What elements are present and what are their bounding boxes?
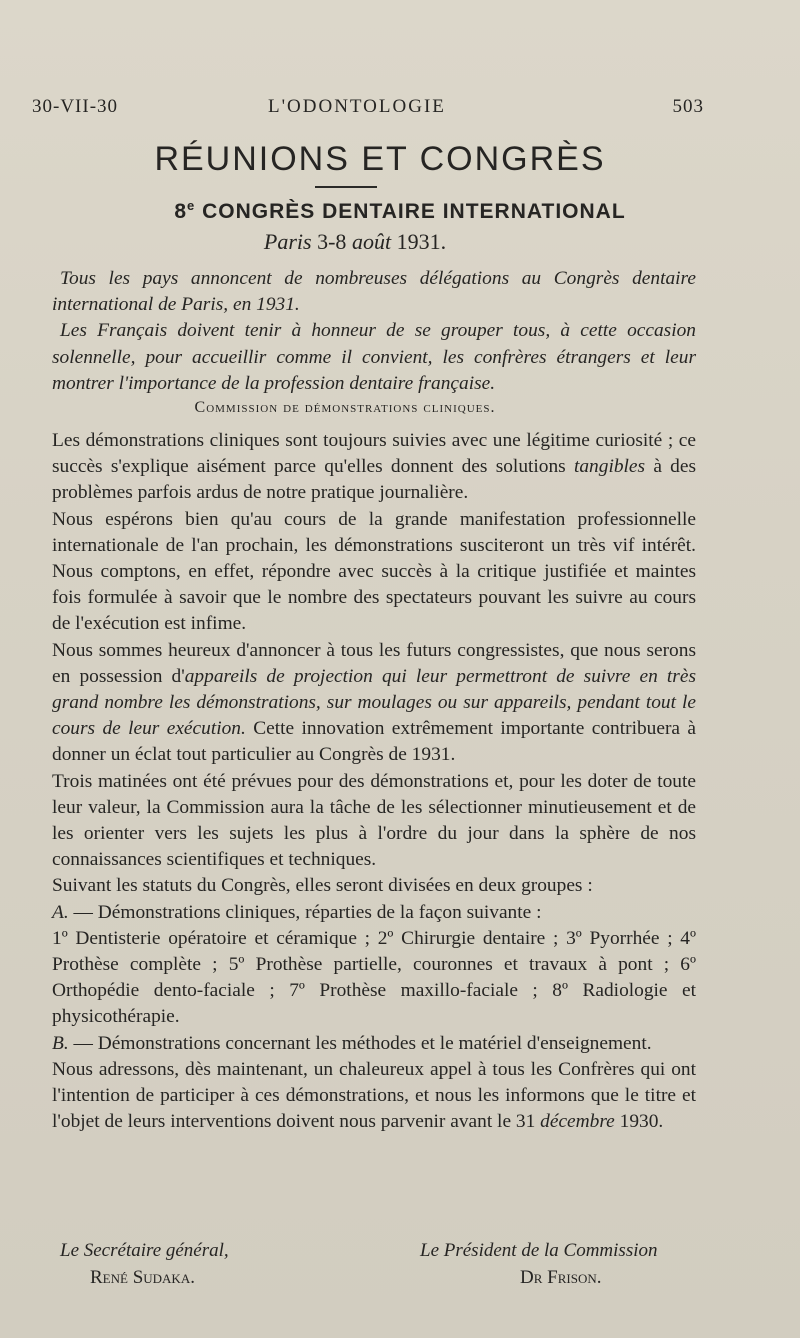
paragraph-9: Nous adressons, dès maintenant, un chaleureux appel à tous les Confrères qui ont l'intention de participer à ces démonstrations, et nous les informons que le titre et l'objet de leurs interventions doivent nous parvenir avant le 31 décembre 1930. (52, 1058, 696, 1133)
paragraph-2: Nous espérons bien qu'au cours de la grande manifestation professionnelle internationale de l'an prochain, les démonstrations susciteront un très vif intérêt. Nous comptons, en effet, répondre avec succès à la critique justifiée et maintes fois formulée à savoir que le nombre des spectateurs pouvant les suivre au cours de l'exécution est infime. (52, 508, 696, 635)
intro-paragraph: Les Français doivent tenir à honneur de se grouper tous, à cette occasion solennelle, pour accueillir comme il convient, les confrères étrangers et leur montrer l'importance de la profession dentaire française. (52, 320, 696, 394)
article-body (52, 428, 696, 1135)
dateline-year: 1931. (396, 229, 447, 254)
paragraph-8: B. — Démonstrations concernant les méthodes et le matériel d'enseignement. (52, 1032, 652, 1054)
paragraph-3: Nous sommes heureux d'annoncer à tous les futurs congressistes, que nous serons en possession d'appareils de projection qui leur permettront de suivre en très grand nombre les démonstrations, sur moulages ou sur appareils, pendant tout le cours de leur exécution. Cette innovation extrêmement importante contribuera à donner un éclat tout particulier au Congrès de 1931. (52, 639, 697, 766)
signature-name: Dr Frison. (520, 1267, 602, 1288)
signature-role: Le Président de la Commission (420, 1240, 658, 1261)
signature-name: René Sudaka. (90, 1267, 195, 1288)
paragraph-1: Les démonstrations cliniques sont toujours suivies avec une légitime curiosité ; ce succès s'explique aisément parce qu'elles donnent des solutions tangibles à des problèmes parfois ardus de notre pratique journalière. (52, 430, 697, 504)
article-title: 8e CONGRÈS DENTAIRE INTERNATIONAL (174, 198, 626, 223)
intro-paragraph: Tous les pays annoncent de nombreuses délégations au Congrès dentaire international de Paris, en 1931. (52, 268, 696, 316)
dateline (0, 229, 710, 255)
signature-secretary (60, 1237, 229, 1291)
signature-president (420, 1237, 658, 1291)
group-a-label: A. (52, 901, 69, 923)
paragraph-4: Trois matinées ont été prévues pour des démonstrations et, pour les doter de toute leur valeur, la Commission aura la tâche de les sélectionner minutieusement et de les orienter vers les sujets les plus à l'ordre du jour dans la sphère de nos connaissances scientifiques et techniques. (52, 770, 696, 871)
paragraph-5: Suivant les statuts du Congrès, elles seront divisées en deux groupes : (52, 875, 593, 897)
signature-role: Le Secrétaire général, (60, 1240, 229, 1261)
dateline-dates: 3-8 (317, 229, 347, 254)
emphasis: tangibles (573, 456, 646, 478)
intro-block (52, 266, 696, 397)
dateline-place: Paris (263, 229, 312, 254)
dateline-month: août (351, 229, 392, 254)
group-b-label: B. (52, 1032, 69, 1054)
paragraph-6: A. — Démonstrations cliniques, réparties de la façon suivante : (52, 901, 542, 923)
paragraph-7: 1º Dentisterie opératoire et céramique ; 2º Chirurgie dentaire ; 3º Pyorrhée ; 4º Prothèse complète ; 5º Prothèse partielle, couronnes et travaux à pont ; 6º Orthopédie dento-faciale ; 7º Prothèse maxillo-faciale ; 8º Radiologie et physicothérapie. (52, 927, 696, 1028)
commission-heading: Commission de démonstrations cliniques. (194, 399, 496, 416)
section-title: RÉUNIONS ET CONGRÈS (154, 140, 606, 178)
issue-date: 30-VII-30 (32, 96, 119, 117)
journal-name: L'ODONTOLOGIE (268, 96, 446, 117)
title-divider (315, 186, 377, 188)
page-number: 503 (672, 96, 704, 117)
